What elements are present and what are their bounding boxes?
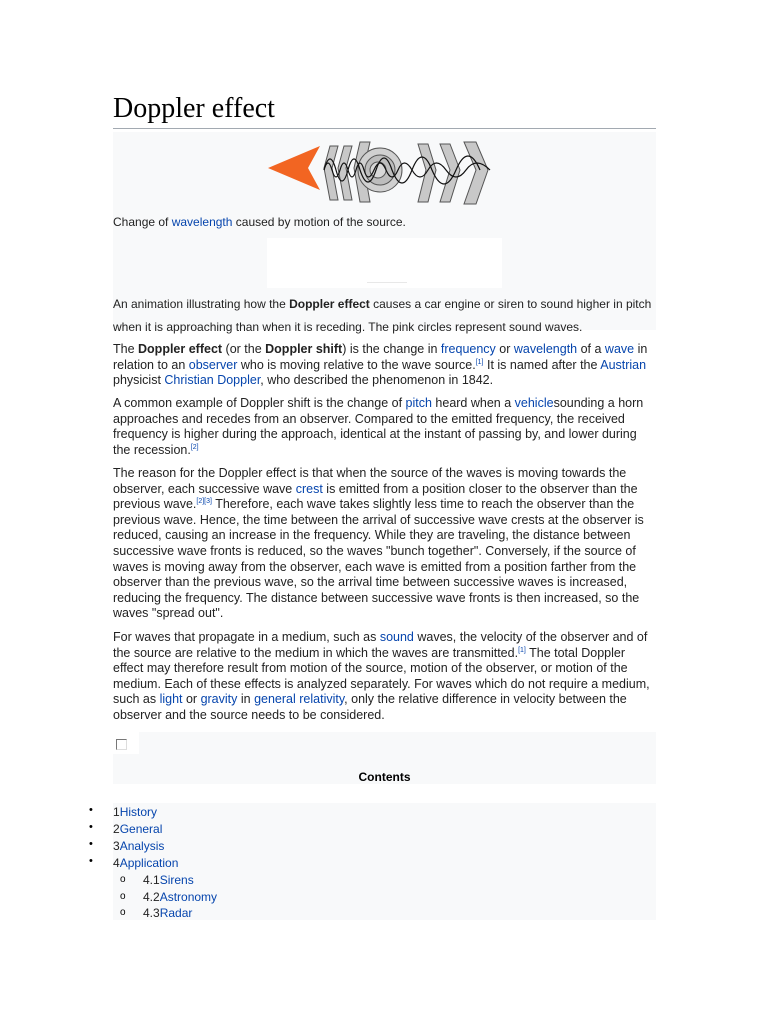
link-christian-doppler[interactable]: Christian Doppler	[164, 373, 261, 388]
paragraph-reason: The reason for the Doppler effect is that when the source of the waves is moving towards the observer, each successive wave crest is emitted from a position closer to the observer than the previous wave.[2][3] Therefore, each wave takes slightly less time to reach the observer than the previous wave. Hence, the time between the arrival of successive wave crests at the observer is reduced, causing an increase in the frequency. While they are traveling, the distance between successive wave fronts is reduced, so the waves "bunch together". Conversely, if the source of waves is moving away from the observer, each wave is emitted from a position farther from the observer than the previous wave, so the arrival time between successive waves is increased, reducing the frequency. The distance between successive wave fronts is then increased, so the waves "spread out".	[113, 466, 644, 621]
toc-item-general[interactable]: 2General	[113, 822, 163, 836]
link-light[interactable]: light	[159, 692, 183, 707]
toc-item-history[interactable]: 1History	[113, 805, 158, 819]
page-title: Doppler effect	[113, 92, 656, 129]
citation[interactable]: [1]	[518, 646, 526, 654]
link-wave[interactable]: wave	[604, 342, 635, 356]
toc-subitem-astronomy[interactable]: 4.2Astronomy	[143, 890, 218, 904]
toc-subitem-sirens[interactable]: 4.1Sirens	[143, 873, 194, 887]
figure-caption: Change of wavelength caused by motion of the source.	[113, 215, 406, 229]
toc-subitem-radar[interactable]: 4.3Radar	[143, 906, 193, 920]
toc-header	[113, 732, 656, 784]
doppler-waves-image[interactable]	[268, 138, 498, 208]
figure-box	[113, 132, 656, 334]
link-observer[interactable]: observer	[188, 357, 238, 372]
link-frequency[interactable]: frequency	[440, 342, 496, 356]
wave-line-shape	[324, 163, 490, 177]
toc-item-analysis[interactable]: 3Analysis	[113, 839, 165, 853]
link-general-relativity[interactable]: general relativity	[254, 692, 345, 707]
link-vehicle[interactable]: vehicle	[514, 396, 554, 410]
paragraph-medium: For waves that propagate in a medium, such as sound waves, the velocity of the observer and of the source are relative to the medium in which the waves are transmitted.[1] The total Doppler effect may therefore result from motion of the source, motion of the observer, or motion of the medium. Each of these effects is analyzed separately. For waves which do not require a medium, such as light or gravity in general relativity, only the relative difference in velocity between the observer and the source needs to be considered.	[113, 630, 650, 722]
link-austrian[interactable]: Austrian	[600, 357, 647, 372]
toc-list: • 1History • 2General • 3Analysis • 4Application o 4.1Sirens o 4.2Astronomy o 4.3Radar	[113, 803, 656, 920]
citation[interactable]: [2][3]	[196, 498, 212, 506]
citation[interactable]: [2]	[190, 443, 199, 451]
toc-item-application[interactable]: 4Application	[113, 856, 179, 870]
citation[interactable]: [1]	[475, 358, 484, 366]
animation-placeholder[interactable]	[267, 238, 502, 288]
paragraph-example: A common example of Doppler shift is the change of pitch heard when a vehiclesounding a horn approaches and recedes from an observer. Compared to the emitted frequency, the received frequency is higher during the approach, identical at the instant of passing by, and lower during the recession.[2]	[113, 396, 644, 457]
source-arrow-shape	[268, 146, 320, 190]
link-crest[interactable]: crest	[295, 481, 323, 496]
toc-toggle-checkbox[interactable]	[116, 739, 127, 750]
link-sound[interactable]: sound	[379, 630, 414, 644]
link-pitch[interactable]: pitch	[405, 396, 432, 410]
animation-caption: An animation illustrating how the Doppler effect causes a car engine or siren to sound higher in pitch when it is approaching than when it is receding. The pink circles represent sound waves.	[113, 297, 652, 334]
paragraph-intro: The Doppler effect (or the Doppler shift) is the change in frequency or wavelength of a wave in relation to an observer who is moving relative to the wave source.[1] It is named after the Austrian physicist Christian Doppler, who described the phenomenon in 1842.	[113, 342, 648, 388]
toc-title: Contents	[358, 770, 411, 784]
link-gravity[interactable]: gravity	[200, 692, 238, 707]
link-wavelength-2[interactable]: wavelength	[513, 342, 578, 356]
link-wavelength[interactable]: wavelength	[171, 215, 233, 229]
